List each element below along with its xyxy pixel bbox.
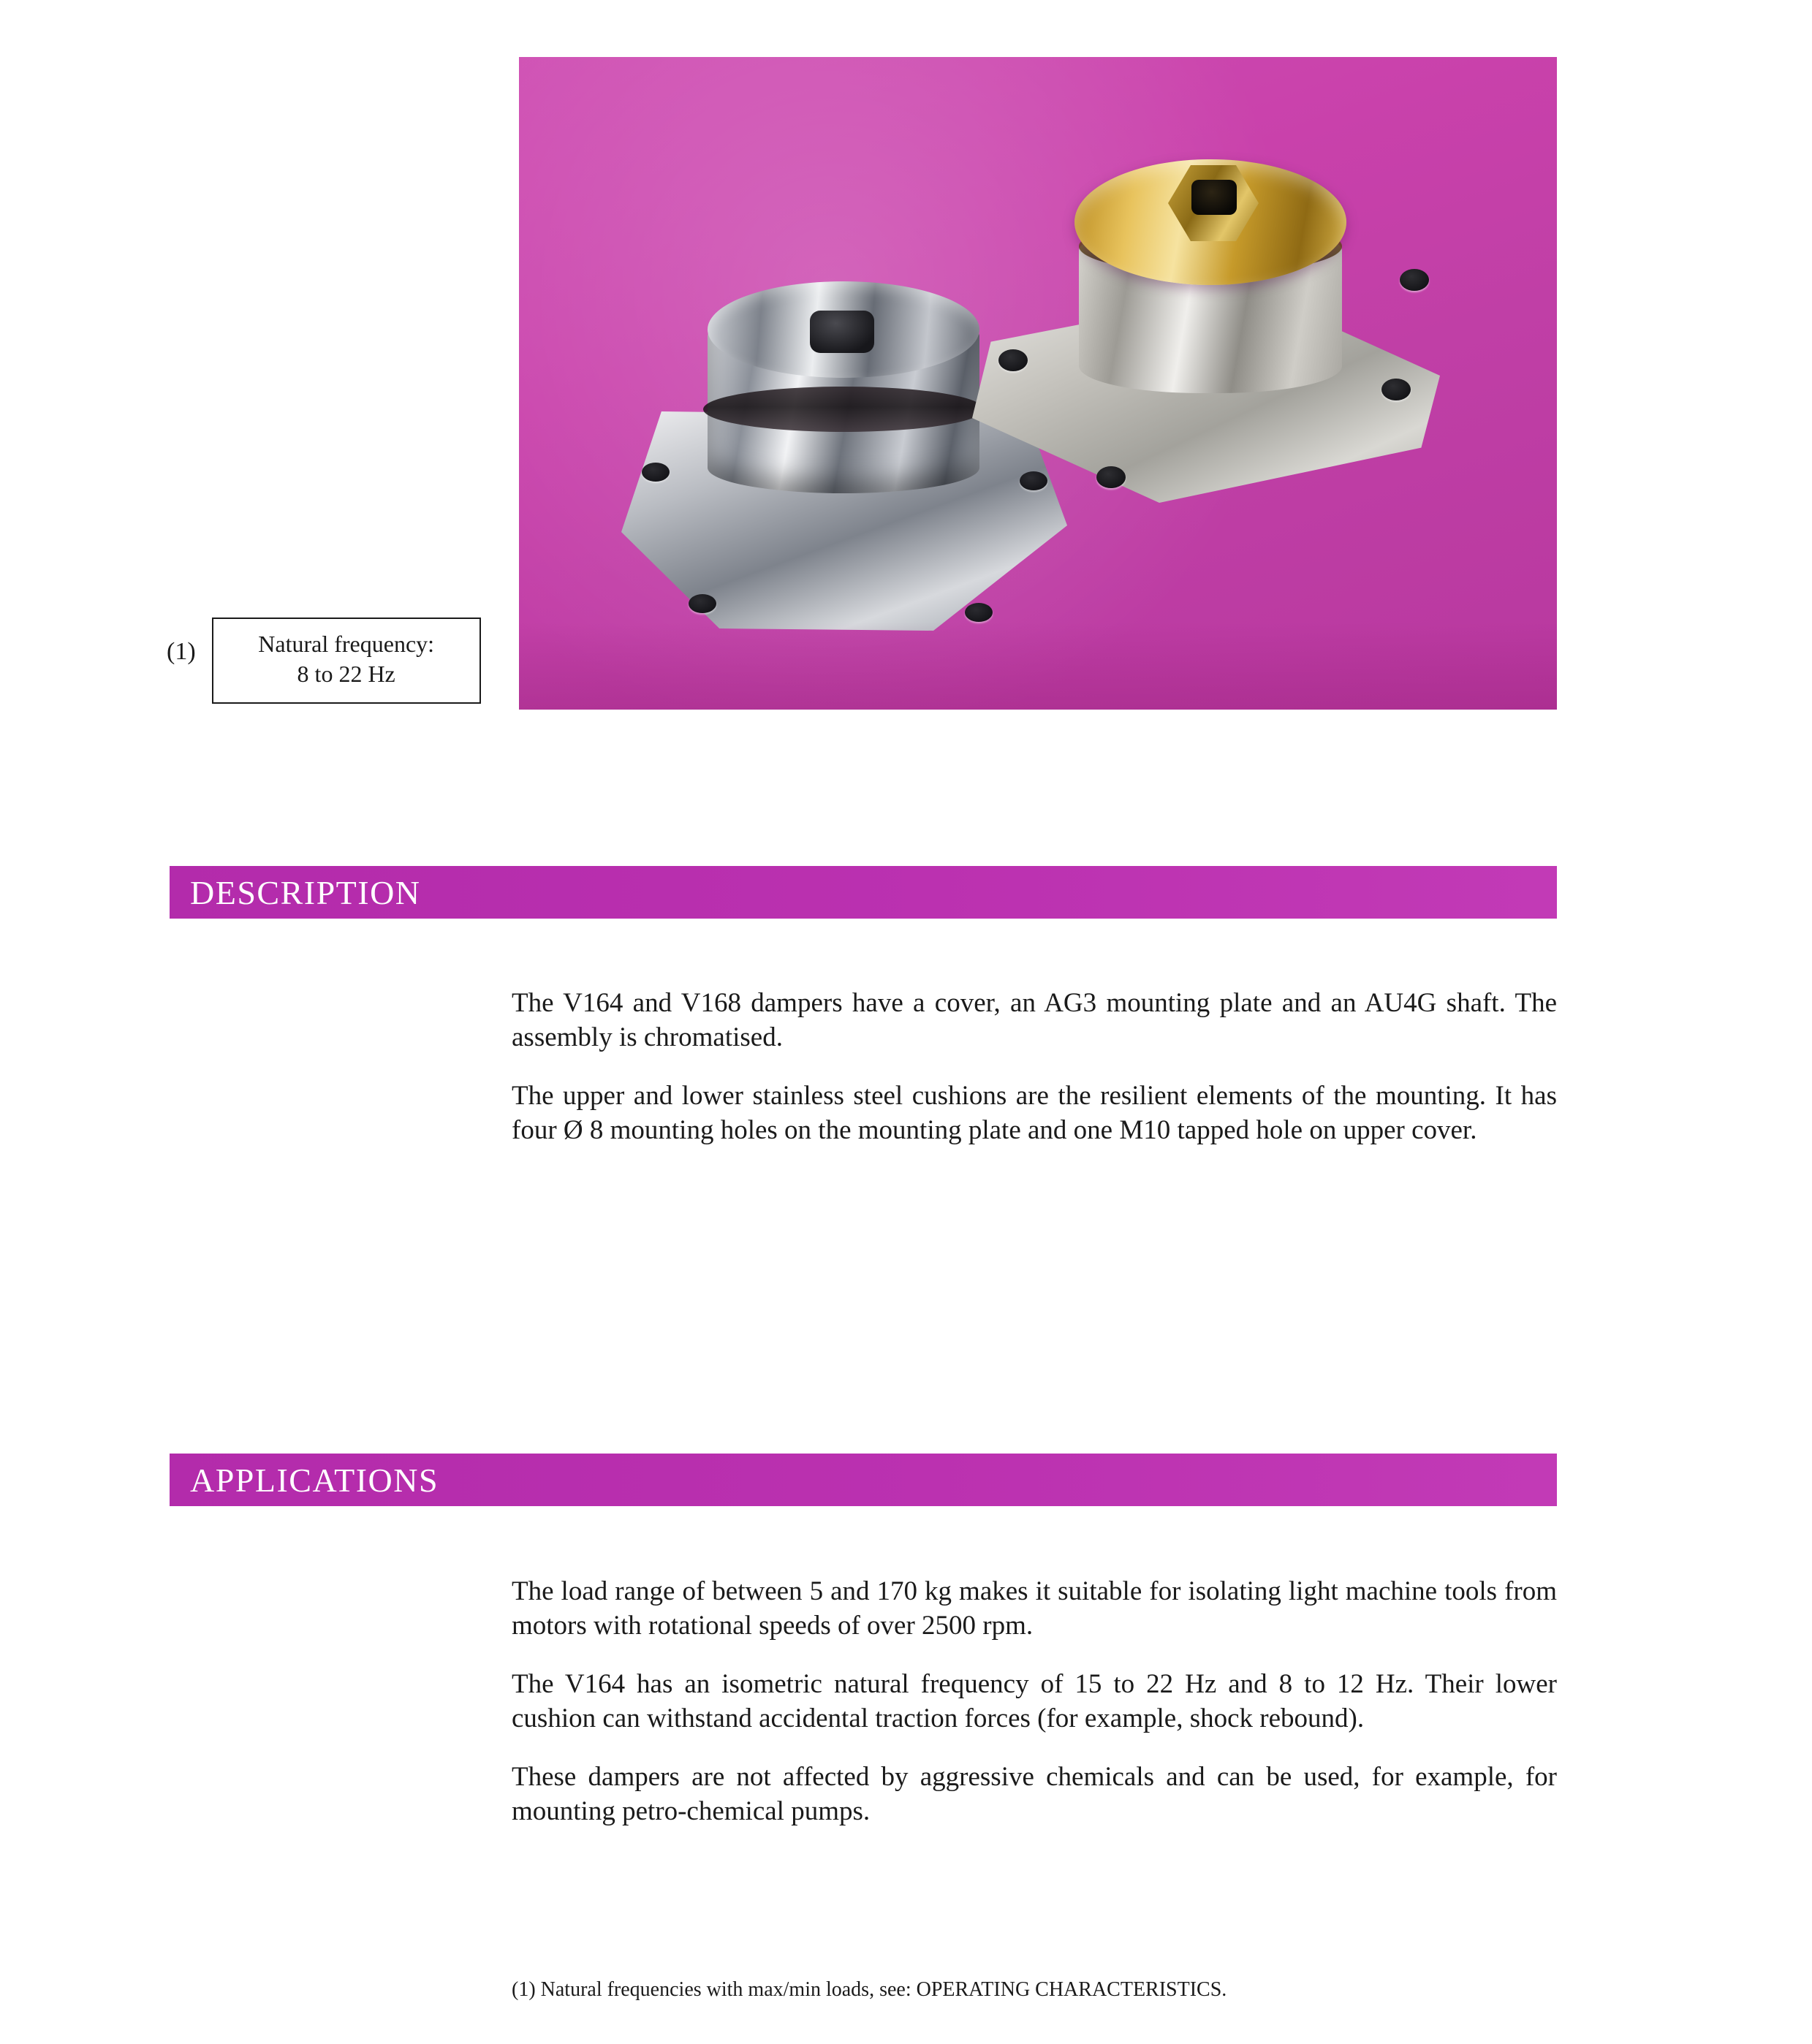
natural-frequency-value: 8 to 22 Hz <box>297 660 395 687</box>
mounting-hole-icon <box>1400 269 1429 291</box>
tapped-hole-icon <box>810 311 874 353</box>
section-header-description <box>170 866 1557 919</box>
product-photo <box>519 57 1557 710</box>
natural-frequency-label: Natural frequency: <box>258 631 435 657</box>
damper-ring-left <box>703 387 984 432</box>
section-title: DESCRIPTION <box>190 873 421 911</box>
natural-frequency-box <box>212 618 481 704</box>
section-title: APPLICATIONS <box>190 1461 439 1499</box>
natural-frequency-caption <box>167 618 481 704</box>
damper-gold-illustration <box>972 137 1440 547</box>
section-body-description <box>512 987 1557 1147</box>
mounting-hole-icon <box>1096 466 1126 488</box>
paragraph: These dampers are not affected by aggressive chemicals and can be used, for example, for mounting petro-chemical pumps. <box>512 1762 1557 1827</box>
paragraph: The V164 and V168 dampers have a cover, an AG3 mounting plate and an AU4G shaft. The assembly is chromatised. <box>512 988 1557 1052</box>
mounting-hole-icon <box>965 603 993 622</box>
footnote-marker: (1) <box>167 638 196 665</box>
tapped-hole-icon <box>1191 180 1237 215</box>
mounting-hole-icon <box>1381 379 1411 400</box>
page-footnote: (1) Natural frequencies with max/min loads, see: OPERATING CHARACTERISTICS. <box>512 1978 1227 2001</box>
paragraph: The V164 has an isometric natural frequency of 15 to 22 Hz and 8 to 12 Hz. Their lower cushion can withstand accidental traction forces (for example, shock rebound). <box>512 1669 1557 1733</box>
section-header-applications <box>170 1454 1557 1506</box>
photo-background <box>519 57 1557 710</box>
paragraph: The upper and lower stainless steel cushions are the resilient elements of the mounting. It has four Ø 8 mounting holes on the mounting plate and one M10 tapped hole on upper cover. <box>512 1081 1557 1145</box>
section-body-applications <box>512 1575 1557 1829</box>
paragraph: The load range of between 5 and 170 kg makes it suitable for isolating light machine tools from motors with rotational speeds of over 2500 rpm. <box>512 1576 1557 1641</box>
mounting-hole-icon <box>689 594 716 613</box>
mounting-hole-icon <box>998 349 1028 371</box>
mounting-hole-icon <box>642 463 670 482</box>
